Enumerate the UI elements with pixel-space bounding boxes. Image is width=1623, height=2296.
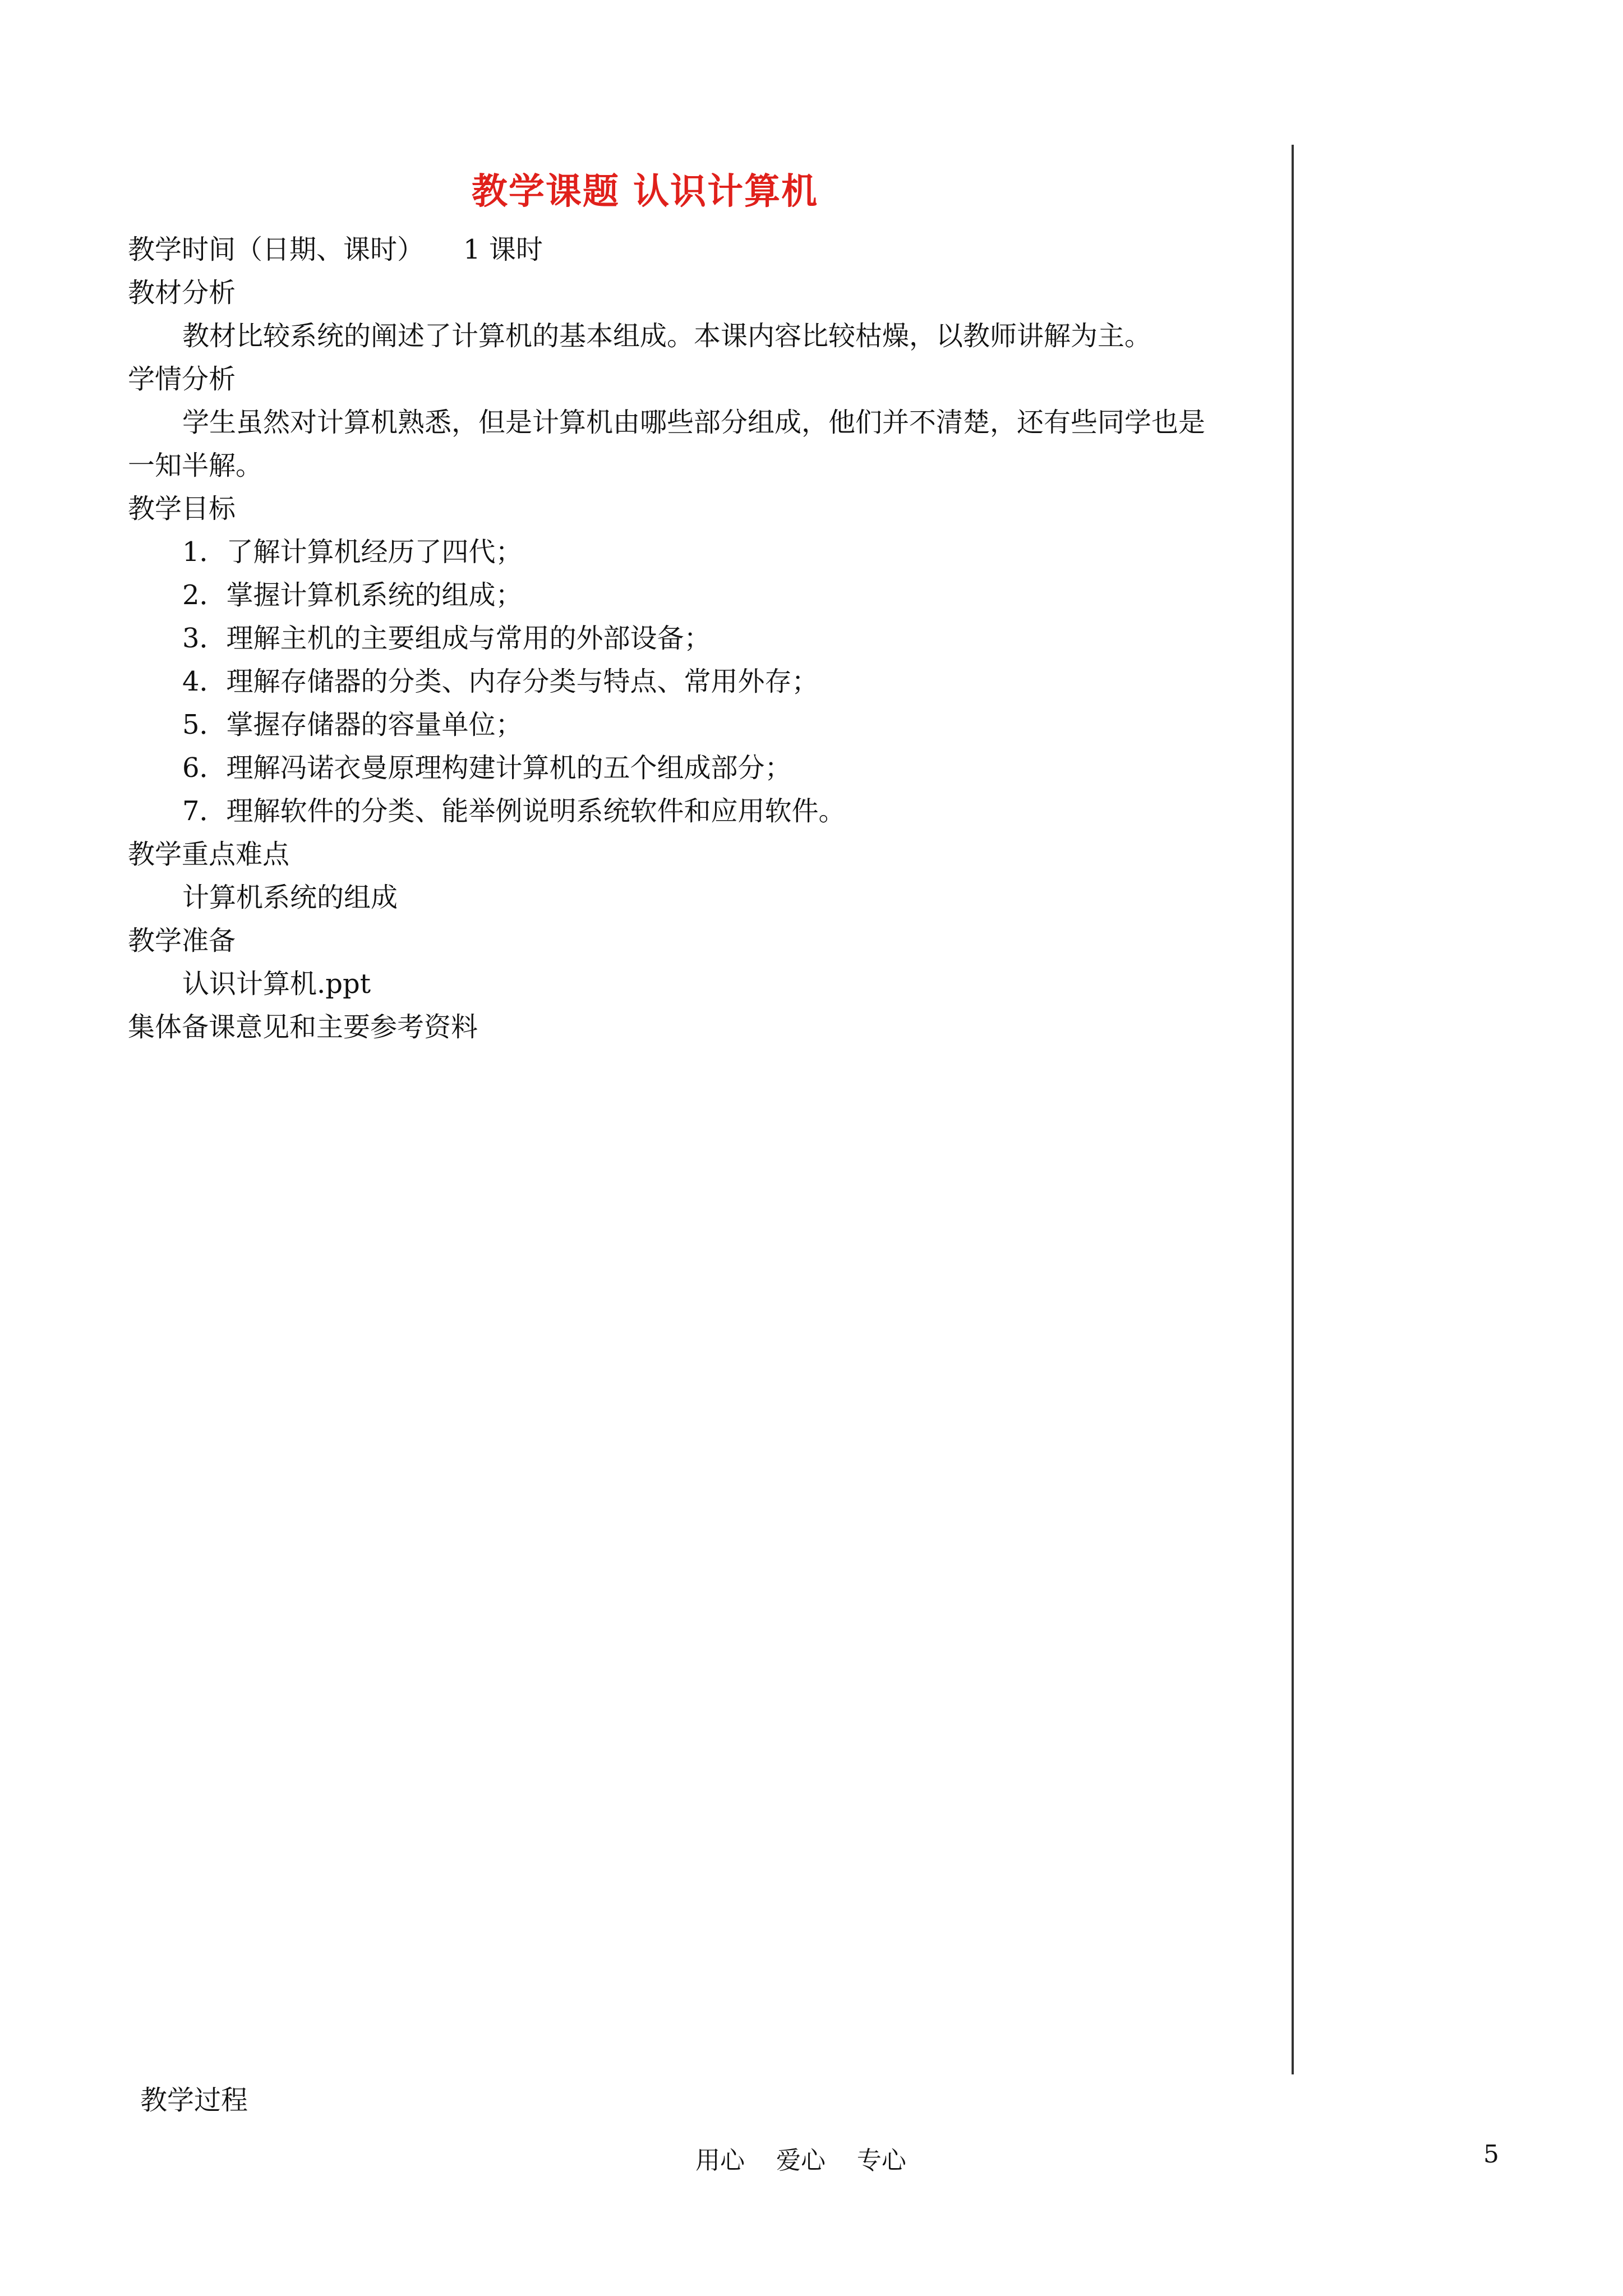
goal-item: 4．理解存储器的分类、内存分类与特点、常用外存；: [182, 666, 819, 697]
time-row: [128, 233, 543, 266]
goal-item: 6．理解冯诺衣曼原理构建计算机的五个组成部分；: [182, 752, 792, 784]
vertical-divider: [1292, 145, 1294, 2074]
page-title: 教学课题 认识计算机: [471, 171, 819, 213]
goal-item: 1．了解计算机经历了四代；: [182, 536, 523, 568]
learner-text-line1: 学生虽然对计算机熟悉，但是计算机由哪些部分组成，他们并不清楚，还有些同学也是: [182, 407, 1206, 438]
analysis-text: 教材比较系统的阐述了计算机的基本组成。本课内容比较枯燥，以教师讲解为主。: [182, 320, 1152, 352]
goal-item: 7．理解软件的分类、能举例说明系统软件和应用软件。: [182, 795, 846, 827]
goal-item: 3．理解主机的主要组成与常用的外部设备；: [182, 623, 711, 654]
key-points-heading: 教学重点难点: [128, 839, 290, 870]
analysis-heading: 教材分析: [128, 277, 236, 309]
process-heading: 教学过程: [140, 2085, 248, 2116]
references-heading: 集体备课意见和主要参考资料: [128, 1011, 478, 1043]
learner-text-line2: 一知半解。: [128, 450, 263, 481]
key-points-text: 计算机系统的组成: [182, 882, 398, 913]
time-label: 教学时间（日期、课时）: [128, 234, 425, 265]
prep-text: 认识计算机.ppt: [182, 968, 371, 1000]
goal-item: 2．掌握计算机系统的组成；: [182, 579, 523, 611]
time-value: 1 课时: [463, 234, 543, 265]
footer-motto: 用心 爱心 专心: [695, 2146, 906, 2175]
goal-item: 5．掌握存储器的容量单位；: [182, 709, 523, 740]
learner-heading: 学情分析: [128, 364, 236, 395]
goals-heading: 教学目标: [128, 493, 236, 524]
prep-heading: 教学准备: [128, 925, 236, 956]
page-number: 5: [1483, 2140, 1499, 2169]
